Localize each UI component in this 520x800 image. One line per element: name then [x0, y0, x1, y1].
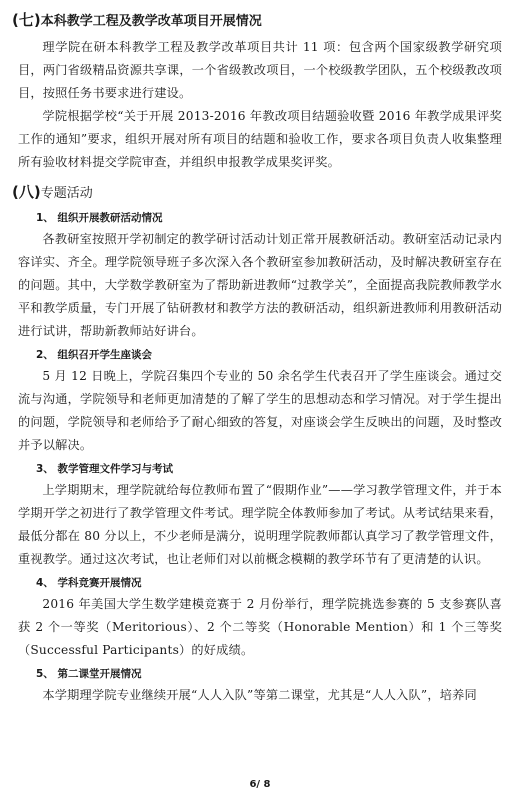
section-7-paragraph-1: 理学院在研本科教学工程及教学改革项目共计 11 项：包含两个国家级教学研究项目，两门省级精品资源共享课，一个省级教改项目，一个校级教学团队，五个校级教改项目，按照任务书要求进行建设。: [18, 40, 502, 100]
subsection-2-title: 2、 组织召开学生座谈会: [36, 349, 152, 361]
section-7-title: 本科教学工程及教学改革项目开展情况: [40, 14, 262, 29]
subsection-5-title: 5、 第二课堂开展情况: [36, 668, 142, 680]
subsection-1-body: 各教研室按照开学初制定的教学研讨活动计划正常开展教研活动。教研室活动记录内容详实、齐全。理学院领导班子多次深入各个教研室参加教研活动，及时解决教研室存在的问题。其中，大学数学教研室为了帮助新进教师“过教学关”，全面提高我院教师教学水平和教学质量，专门开展了钻研教材和教学方法的教研活动，组织新进教师利用教研活动进行试讲，帮助新教师站好讲台。: [18, 232, 502, 338]
section-7-heading: [12, 10, 502, 32]
subsection-5-body: 本学期理学院专业继续开展“人人入队”等第二课堂，尤其是“人人入队”，培养同: [42, 688, 477, 702]
subsection-4-body: 2016 年美国大学生数学建模竞赛于 2 月份举行，理学院挑选参赛的 5 支参赛队喜获 2 个一等奖（Meritorious）、2 个二等奖（Honorable Mention）和 1 个三等奖（Successful Participants）的好成绩。: [18, 597, 502, 657]
subsection-4-title: 4、 学科竞赛开展情况: [36, 577, 142, 589]
page-number: 6/ 8: [249, 779, 271, 790]
section-8-title: 专题活动: [40, 186, 93, 201]
section-7-number: (七): [12, 11, 41, 29]
section-8-number: (八): [12, 183, 41, 201]
section-8-heading: [12, 182, 502, 204]
subsection-3-body: 上学期期末，理学院就给每位教师布置了“假期作业”——学习教学管理文件，并于本学期开学之初进行了教学管理文件考试。理学院全体教师参加了考试。从考试结果来看，最低分都在 80 分以上，不少老师是满分，说明理学院教师都认真学习了教学管理文件，重视教学。通过这次考试，也让老师们对以前概念模糊的教学环节有了更清楚的认识。: [18, 483, 502, 566]
subsection-3-title: 3、 教学管理文件学习与考试: [36, 463, 173, 475]
subsection-1-title: 1、 组织开展教研活动情况: [36, 212, 163, 224]
section-7-paragraph-2: 学院根据学校“关于开展 2013-2016 年教改项目结题验收暨 2016 年教学成果评奖工作的通知”要求，组织开展对所有项目的结题和验收工作，要求各项目负责人收集整理所有验收材料提交学院审查，并组织申报教学成果奖评奖。: [18, 109, 502, 169]
subsection-2-body: 5 月 12 日晚上，学院召集四个专业的 50 余名学生代表召开了学生座谈会。通过交流与沟通，学院领导和老师更加清楚的了解了学生的思想动态和学习情况。对于学生提出的问题，学院领导和老师给予了耐心细致的答复，对座谈会学生反映出的问题，及时整改并予以解决。: [18, 369, 502, 452]
